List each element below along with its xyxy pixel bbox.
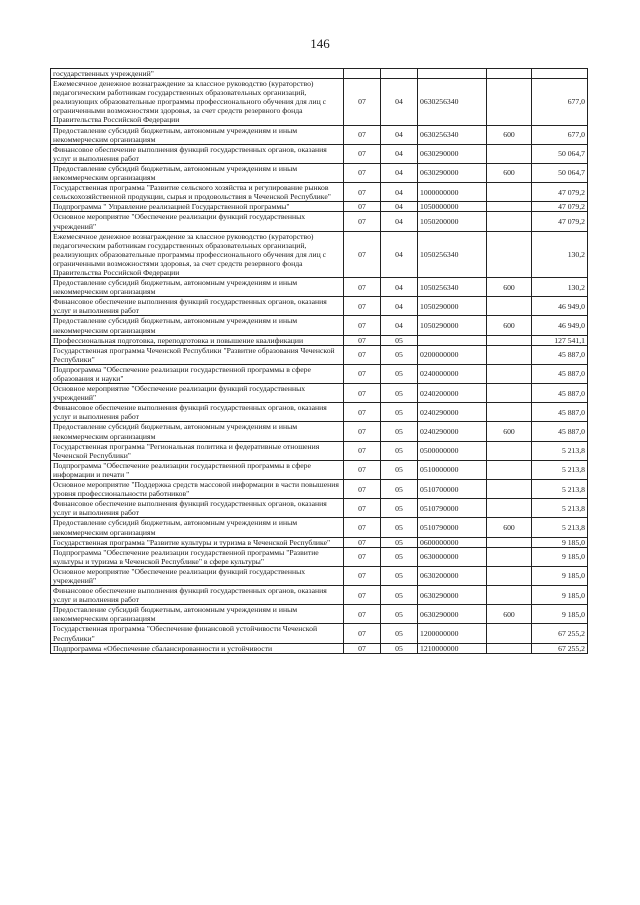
expense-type-code-cell xyxy=(487,79,532,125)
expense-type-code-cell xyxy=(487,144,532,163)
expense-type-code-cell xyxy=(487,624,532,643)
section-code-cell: 07 xyxy=(344,297,381,316)
amount-cell: 50 064,7 xyxy=(532,144,588,163)
amount-cell: 9 185,0 xyxy=(532,605,588,624)
section-code-cell: 07 xyxy=(344,278,381,297)
expense-name-cell: Государственная программа "Развитие сельского хозяйства и регулирование рынков сельскохозяйственной продукции, сырья и продовольствия в Чеченской Республике" xyxy=(51,183,344,202)
expense-type-code-cell: 600 xyxy=(487,605,532,624)
amount-cell: 45 887,0 xyxy=(532,403,588,422)
expense-name-cell: Государственная программа Чеченской Республики "Развитие образования Чеченской Республики" xyxy=(51,345,344,364)
expense-type-code-cell xyxy=(487,537,532,547)
table-row xyxy=(51,624,588,643)
table-row xyxy=(51,643,588,653)
section-code-cell: 07 xyxy=(344,79,381,125)
section-code-cell: 07 xyxy=(344,125,381,144)
expense-type-code-cell xyxy=(487,335,532,345)
expense-name-cell: Профессиональная подготовка, переподготовка и повышение квалификации xyxy=(51,335,344,345)
expense-type-code-cell xyxy=(487,586,532,605)
table-row xyxy=(51,69,588,79)
subsection-code-cell: 05 xyxy=(381,643,418,653)
expense-type-code-cell: 600 xyxy=(487,278,532,297)
target-article-code-cell: 0240000000 xyxy=(418,364,487,383)
table-row xyxy=(51,566,588,585)
table-row xyxy=(51,202,588,212)
section-code-cell: 07 xyxy=(344,460,381,479)
target-article-code-cell: 1050290000 xyxy=(418,316,487,335)
expense-name-cell: Подпрограмма "Обеспечение реализации государственной программы "Развитие культуры и туризма в Чеченской Республике" в сфере культуры" xyxy=(51,547,344,566)
expense-type-code-cell xyxy=(487,69,532,79)
target-article-code-cell: 0200000000 xyxy=(418,345,487,364)
subsection-code-cell: 05 xyxy=(381,518,418,537)
table-row xyxy=(51,125,588,144)
table-row xyxy=(51,163,588,182)
section-code-cell xyxy=(344,69,381,79)
target-article-code-cell: 0240290000 xyxy=(418,403,487,422)
section-code-cell: 07 xyxy=(344,547,381,566)
section-code-cell: 07 xyxy=(344,345,381,364)
expense-name-cell: Подпрограмма " Управление реализацией Государственной программы" xyxy=(51,202,344,212)
expense-type-code-cell xyxy=(487,547,532,566)
expense-type-code-cell xyxy=(487,566,532,585)
expense-name-cell: Предоставление субсидий бюджетным, автономным учреждениям и иным некоммерческим организациям xyxy=(51,518,344,537)
table-row xyxy=(51,212,588,231)
section-code-cell: 07 xyxy=(344,499,381,518)
table-row xyxy=(51,364,588,383)
subsection-code-cell: 04 xyxy=(381,163,418,182)
subsection-code-cell: 05 xyxy=(381,586,418,605)
subsection-code-cell: 04 xyxy=(381,297,418,316)
section-code-cell: 07 xyxy=(344,144,381,163)
expense-name-cell: Финансовое обеспечение выполнения функций государственных органов, оказания услуг и выполнения работ xyxy=(51,586,344,605)
table-row xyxy=(51,384,588,403)
amount-cell: 9 185,0 xyxy=(532,566,588,585)
target-article-code-cell: 1050256340 xyxy=(418,278,487,297)
subsection-code-cell: 05 xyxy=(381,480,418,499)
section-code-cell: 07 xyxy=(344,518,381,537)
amount-cell: 5 213,8 xyxy=(532,460,588,479)
section-code-cell: 07 xyxy=(344,231,381,277)
amount-cell: 5 213,8 xyxy=(532,518,588,537)
section-code-cell: 07 xyxy=(344,163,381,182)
target-article-code-cell: 0630290000 xyxy=(418,605,487,624)
table-row xyxy=(51,316,588,335)
target-article-code-cell: 1050200000 xyxy=(418,212,487,231)
target-article-code-cell: 1200000000 xyxy=(418,624,487,643)
expense-type-code-cell xyxy=(487,212,532,231)
expense-name-cell: Предоставление субсидий бюджетным, автономным учреждениям и иным некоммерческим организациям xyxy=(51,316,344,335)
amount-cell: 9 185,0 xyxy=(532,537,588,547)
amount-cell: 67 255,2 xyxy=(532,643,588,653)
section-code-cell: 07 xyxy=(344,480,381,499)
expense-type-code-cell: 600 xyxy=(487,125,532,144)
amount-cell: 45 887,0 xyxy=(532,345,588,364)
table-row xyxy=(51,422,588,441)
table-row xyxy=(51,335,588,345)
amount-cell: 127 541,1 xyxy=(532,335,588,345)
table-row xyxy=(51,518,588,537)
expense-type-code-cell xyxy=(487,480,532,499)
target-article-code-cell: 0600000000 xyxy=(418,537,487,547)
target-article-code-cell: 0630256340 xyxy=(418,79,487,125)
section-code-cell: 07 xyxy=(344,384,381,403)
section-code-cell: 07 xyxy=(344,212,381,231)
amount-cell: 46 949,0 xyxy=(532,316,588,335)
expense-name-cell: Предоставление субсидий бюджетным, автономным учреждениям и иным некоммерческим организациям xyxy=(51,605,344,624)
expense-name-cell: Основное мероприятие "Обеспечение реализации функций государственных учреждений" xyxy=(51,566,344,585)
expense-type-code-cell xyxy=(487,231,532,277)
subsection-code-cell xyxy=(381,69,418,79)
expense-type-code-cell xyxy=(487,384,532,403)
section-code-cell: 07 xyxy=(344,364,381,383)
subsection-code-cell: 05 xyxy=(381,441,418,460)
table-row xyxy=(51,460,588,479)
target-article-code-cell: 0510790000 xyxy=(418,499,487,518)
target-article-code-cell: 0510000000 xyxy=(418,460,487,479)
section-code-cell: 07 xyxy=(344,643,381,653)
expense-name-cell: Подпрограмма «Обеспечение сбалансированности и устойчивости xyxy=(51,643,344,653)
subsection-code-cell: 05 xyxy=(381,547,418,566)
expense-type-code-cell xyxy=(487,460,532,479)
expense-name-cell: Подпрограмма "Обеспечение реализации государственной программы в сфере образования и науки" xyxy=(51,364,344,383)
section-code-cell: 07 xyxy=(344,403,381,422)
amount-cell: 45 887,0 xyxy=(532,364,588,383)
table-row xyxy=(51,586,588,605)
subsection-code-cell: 05 xyxy=(381,364,418,383)
amount-cell: 130,2 xyxy=(532,231,588,277)
expense-type-code-cell xyxy=(487,499,532,518)
expense-name-cell: Предоставление субсидий бюджетным, автономным учреждениям и иным некоммерческим организациям xyxy=(51,422,344,441)
amount-cell: 47 079,2 xyxy=(532,202,588,212)
table-row xyxy=(51,144,588,163)
subsection-code-cell: 04 xyxy=(381,278,418,297)
subsection-code-cell: 05 xyxy=(381,624,418,643)
amount-cell: 50 064,7 xyxy=(532,163,588,182)
target-article-code-cell: 0240290000 xyxy=(418,422,487,441)
amount-cell: 5 213,8 xyxy=(532,441,588,460)
subsection-code-cell: 05 xyxy=(381,403,418,422)
table-row xyxy=(51,183,588,202)
expense-type-code-cell xyxy=(487,202,532,212)
expense-name-cell: Финансовое обеспечение выполнения функций государственных органов, оказания услуг и выполнения работ xyxy=(51,499,344,518)
expense-type-code-cell: 600 xyxy=(487,422,532,441)
subsection-code-cell: 05 xyxy=(381,345,418,364)
subsection-code-cell: 04 xyxy=(381,202,418,212)
amount-cell: 677,0 xyxy=(532,79,588,125)
expense-name-cell: Финансовое обеспечение выполнения функций государственных органов, оказания услуг и выполнения работ xyxy=(51,144,344,163)
subsection-code-cell: 04 xyxy=(381,183,418,202)
section-code-cell: 07 xyxy=(344,441,381,460)
expense-type-code-cell xyxy=(487,643,532,653)
table-row xyxy=(51,547,588,566)
subsection-code-cell: 05 xyxy=(381,422,418,441)
expense-type-code-cell xyxy=(487,364,532,383)
target-article-code-cell: 0630200000 xyxy=(418,566,487,585)
target-article-code-cell: 0630290000 xyxy=(418,144,487,163)
expense-name-cell: Основное мероприятие "Обеспечение реализации функций государственных учреждений" xyxy=(51,212,344,231)
expense-name-cell: Ежемесячное денежное вознаграждение за классное руководство (кураторство) педагогическим работникам государственных образовательных организаций, реализующих образовательные программы профессионального обучения для лиц с ограниченными возможностями здоровья, за счет средств резервного фонда Правительства Российской Федерации xyxy=(51,231,344,277)
section-code-cell: 07 xyxy=(344,422,381,441)
section-code-cell: 07 xyxy=(344,202,381,212)
amount-cell: 45 887,0 xyxy=(532,422,588,441)
expense-name-cell: Государственная программа "Обеспечение финансовой устойчивости Чеченской Республики" xyxy=(51,624,344,643)
target-article-code-cell: 1210000000 xyxy=(418,643,487,653)
subsection-code-cell: 05 xyxy=(381,499,418,518)
subsection-code-cell: 05 xyxy=(381,605,418,624)
target-article-code-cell: 1000000000 xyxy=(418,183,487,202)
subsection-code-cell: 04 xyxy=(381,212,418,231)
expense-name-cell: Предоставление субсидий бюджетным, автономным учреждениям и иным некоммерческим организациям xyxy=(51,163,344,182)
expense-type-code-cell xyxy=(487,403,532,422)
expense-name-cell: Государственная программа "Развитие культуры и туризма в Чеченской Республике" xyxy=(51,537,344,547)
expense-type-code-cell xyxy=(487,345,532,364)
table-row xyxy=(51,499,588,518)
subsection-code-cell: 05 xyxy=(381,460,418,479)
subsection-code-cell: 04 xyxy=(381,125,418,144)
amount-cell: 67 255,2 xyxy=(532,624,588,643)
target-article-code-cell: 0510700000 xyxy=(418,480,487,499)
target-article-code-cell: 0500000000 xyxy=(418,441,487,460)
expense-name-cell: Основное мероприятие "Поддержка средств массовой информации в части повышения уровня профессиональности работников" xyxy=(51,480,344,499)
amount-cell: 9 185,0 xyxy=(532,547,588,566)
subsection-code-cell: 04 xyxy=(381,316,418,335)
expense-name-cell: Финансовое обеспечение выполнения функций государственных органов, оказания услуг и выполнения работ xyxy=(51,403,344,422)
subsection-code-cell: 05 xyxy=(381,566,418,585)
target-article-code-cell: 1050256340 xyxy=(418,231,487,277)
amount-cell: 9 185,0 xyxy=(532,586,588,605)
expense-name-cell: государственных учреждений" xyxy=(51,69,344,79)
expense-name-cell: Предоставление субсидий бюджетным, автономным учреждениям и иным некоммерческим организациям xyxy=(51,278,344,297)
amount-cell: 5 213,8 xyxy=(532,499,588,518)
table-row xyxy=(51,403,588,422)
section-code-cell: 07 xyxy=(344,335,381,345)
subsection-code-cell: 05 xyxy=(381,537,418,547)
expense-type-code-cell xyxy=(487,297,532,316)
expense-name-cell: Ежемесячное денежное вознаграждение за классное руководство (кураторство) педагогическим работникам государственных образовательных организаций, реализующих образовательные программы профессионального обучения для лиц с ограниченными возможностями здоровья, за счет средств резервного фонда Правительства Российской Федерации xyxy=(51,79,344,125)
amount-cell: 45 887,0 xyxy=(532,384,588,403)
expense-type-code-cell xyxy=(487,183,532,202)
amount-cell: 47 079,2 xyxy=(532,183,588,202)
section-code-cell: 07 xyxy=(344,586,381,605)
subsection-code-cell: 05 xyxy=(381,384,418,403)
section-code-cell: 07 xyxy=(344,624,381,643)
table-row xyxy=(51,345,588,364)
expense-type-code-cell: 600 xyxy=(487,316,532,335)
section-code-cell: 07 xyxy=(344,566,381,585)
section-code-cell: 07 xyxy=(344,183,381,202)
budget-table-body xyxy=(51,69,588,654)
section-code-cell: 07 xyxy=(344,316,381,335)
table-row xyxy=(51,480,588,499)
table-row xyxy=(51,79,588,125)
target-article-code-cell: 0630256340 xyxy=(418,125,487,144)
table-row xyxy=(51,537,588,547)
target-article-code-cell xyxy=(418,335,487,345)
expense-name-cell: Государственная программа "Региональная политика и федеративные отношения Чеченской Республики" xyxy=(51,441,344,460)
amount-cell: 47 079,2 xyxy=(532,212,588,231)
subsection-code-cell: 04 xyxy=(381,231,418,277)
amount-cell: 677,0 xyxy=(532,125,588,144)
table-row xyxy=(51,605,588,624)
amount-cell: 46 949,0 xyxy=(532,297,588,316)
page-number: 146 xyxy=(310,36,330,51)
subsection-code-cell: 04 xyxy=(381,144,418,163)
target-article-code-cell: 1050000000 xyxy=(418,202,487,212)
target-article-code-cell: 0510790000 xyxy=(418,518,487,537)
target-article-code-cell: 0630290000 xyxy=(418,163,487,182)
table-row xyxy=(51,297,588,316)
budget-table xyxy=(50,68,588,654)
expense-type-code-cell xyxy=(487,441,532,460)
target-article-code-cell: 0240200000 xyxy=(418,384,487,403)
table-row xyxy=(51,441,588,460)
amount-cell xyxy=(532,69,588,79)
amount-cell: 5 213,8 xyxy=(532,480,588,499)
expense-type-code-cell: 600 xyxy=(487,518,532,537)
section-code-cell: 07 xyxy=(344,605,381,624)
expense-name-cell: Предоставление субсидий бюджетным, автономным учреждениям и иным некоммерческим организациям xyxy=(51,125,344,144)
subsection-code-cell: 04 xyxy=(381,79,418,125)
expense-type-code-cell: 600 xyxy=(487,163,532,182)
expense-name-cell: Финансовое обеспечение выполнения функций государственных органов, оказания услуг и выполнения работ xyxy=(51,297,344,316)
expense-name-cell: Подпрограмма "Обеспечение реализации государственной программы в сфере информации и печати " xyxy=(51,460,344,479)
target-article-code-cell: 0630290000 xyxy=(418,586,487,605)
expense-name-cell: Основное мероприятие "Обеспечение реализации функций государственных учреждений" xyxy=(51,384,344,403)
subsection-code-cell: 05 xyxy=(381,335,418,345)
section-code-cell: 07 xyxy=(344,537,381,547)
table-row xyxy=(51,278,588,297)
target-article-code-cell: 1050290000 xyxy=(418,297,487,316)
amount-cell: 130,2 xyxy=(532,278,588,297)
table-row xyxy=(51,231,588,277)
target-article-code-cell: 0630000000 xyxy=(418,547,487,566)
target-article-code-cell xyxy=(418,69,487,79)
